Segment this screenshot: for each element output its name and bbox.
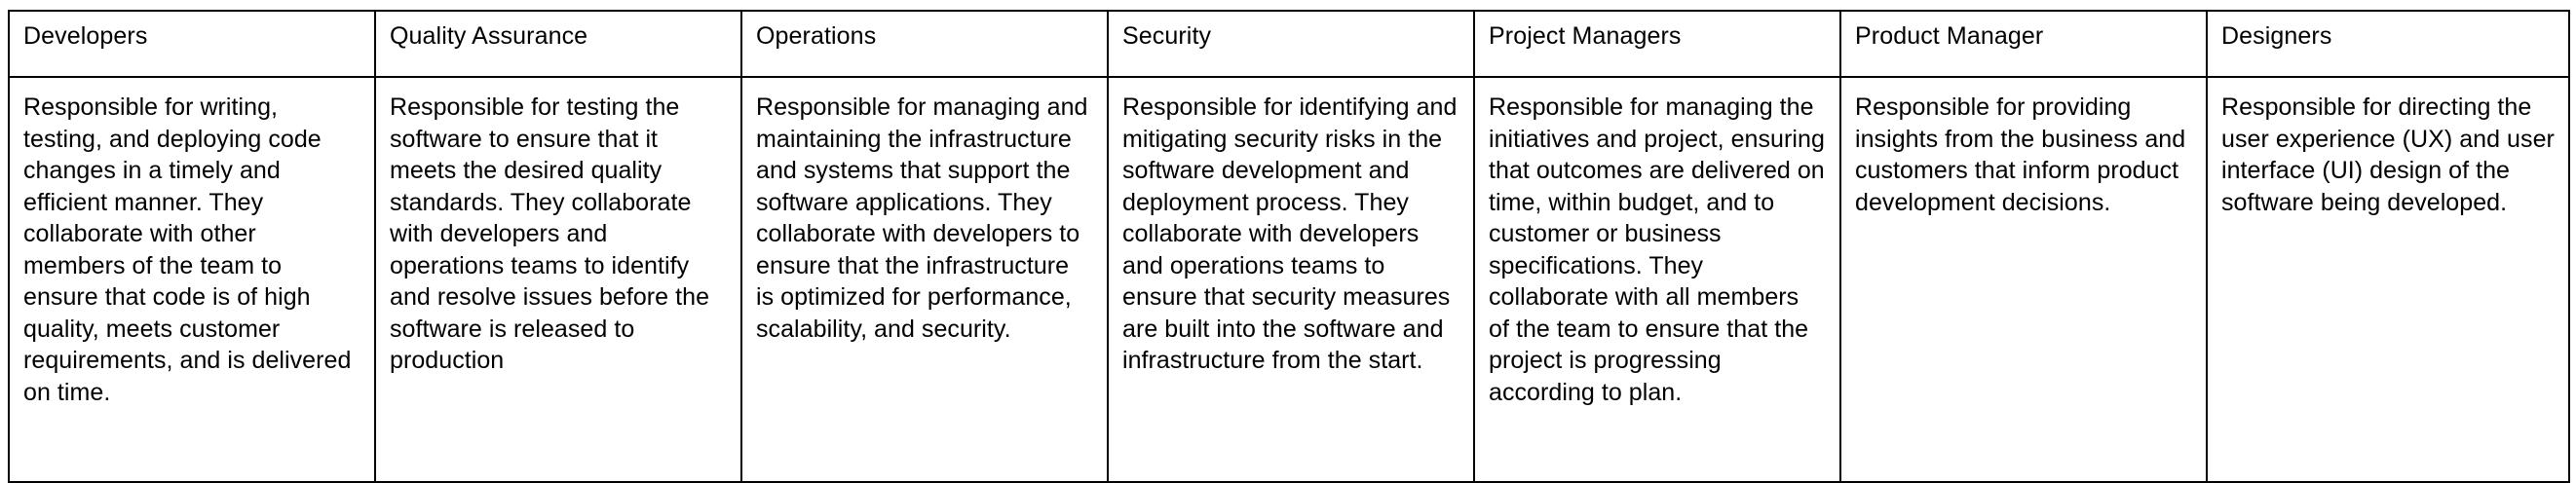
roles-table-container <box>8 10 2568 483</box>
cell-text: Responsible for directing the user experience (UX) and user interface (UI) design of the software being developed. <box>2221 93 2561 216</box>
cell-text: Responsible for testing the software to ensure that it meets the desired quality standards. They collaborate with developers and operations teams to identify and resolve issues before the software is released to production <box>390 93 717 374</box>
column-header-label: Designers <box>2221 22 2332 50</box>
table-body <box>9 77 2569 482</box>
cell-project-managers-description <box>1474 77 1840 482</box>
column-header-operations <box>741 11 1108 77</box>
roles-responsibilities-table <box>8 10 2570 483</box>
cell-product-manager-description <box>1840 77 2207 482</box>
table-header-row <box>9 11 2569 77</box>
cell-designers-description <box>2207 77 2569 482</box>
table-row <box>9 77 2569 482</box>
column-header-product-manager <box>1840 11 2207 77</box>
cell-text: Responsible for managing the initiatives and project, ensuring that outcomes are delivered on time, within budget, and to customer or business specifications. They collaborate with all members of the team to ensure that the project is progressing according to plan. <box>1489 93 1832 406</box>
column-header-label: Developers <box>23 22 148 50</box>
cell-text: Responsible for identifying and mitigating security risks in the software development and deployment process. They collaborate with developers and operations teams to ensure that security measures are built into the software and infrastructure from the start. <box>1122 93 1464 374</box>
column-header-label: Product Manager <box>1855 22 2044 50</box>
column-header-security <box>1108 11 1474 77</box>
column-header-label: Operations <box>756 22 877 50</box>
column-header-label: Security <box>1122 22 1212 50</box>
table-header-row-group <box>9 11 2569 77</box>
cell-text: Responsible for writing, testing, and deploying code changes in a timely and efficient manner. They collaborate with other members of the team to ensure that code is of high quality, meets customer requirements, and is delivered on time. <box>23 93 359 406</box>
cell-text: Responsible for managing and maintaining the infrastructure and systems that support the software applications. They collaborate with developers to ensure that the infrastructure is optimized for performance, scalability, and security. <box>756 93 1095 343</box>
cell-operations-description <box>741 77 1108 482</box>
cell-text: Responsible for providing insights from the business and customers that inform product development decisions. <box>1855 93 2193 216</box>
cell-security-description <box>1108 77 1474 482</box>
column-header-project-managers <box>1474 11 1840 77</box>
cell-developers-description <box>9 77 375 482</box>
column-header-quality-assurance <box>375 11 741 77</box>
column-header-label: Project Managers <box>1489 22 1682 50</box>
column-header-designers <box>2207 11 2569 77</box>
cell-quality-assurance-description <box>375 77 741 482</box>
column-header-developers <box>9 11 375 77</box>
column-header-label: Quality Assurance <box>390 22 588 50</box>
